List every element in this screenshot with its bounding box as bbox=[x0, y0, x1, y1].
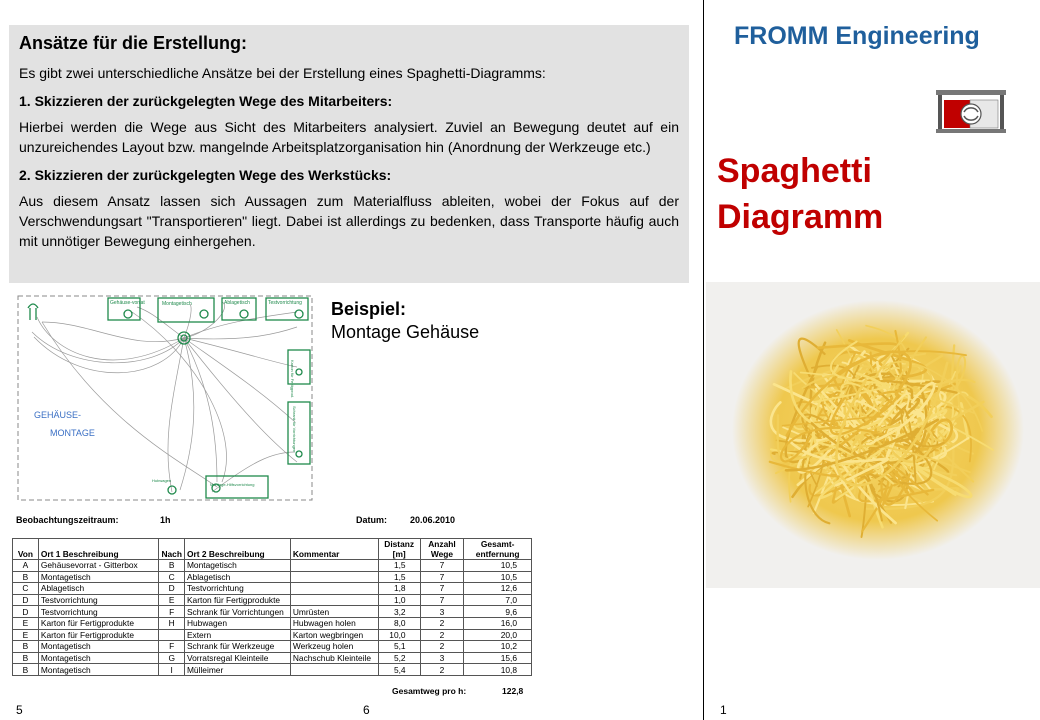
table-cell: Montagetisch bbox=[38, 664, 159, 676]
total-row bbox=[392, 686, 524, 696]
example-text: Montage Gehäuse bbox=[331, 322, 480, 342]
table-cell: Ablagetisch bbox=[38, 583, 159, 595]
table-cell: Schrank für Vorrichtungen bbox=[184, 606, 290, 618]
table-cell: 2 bbox=[420, 629, 464, 641]
table-header: Kommentar bbox=[290, 539, 378, 560]
table-cell: Karton für Fertigprodukte bbox=[184, 594, 290, 606]
spaghetti-sketch bbox=[12, 292, 316, 502]
table-cell: 5,2 bbox=[378, 652, 420, 664]
company-logo-icon bbox=[934, 88, 1008, 134]
table-cell: E bbox=[13, 617, 39, 629]
table-cell: G bbox=[159, 652, 184, 664]
table-cell: 12,6 bbox=[464, 583, 532, 595]
table-cell: 7 bbox=[420, 560, 464, 572]
total-label: Gesamtweg pro h: bbox=[392, 686, 467, 696]
table-cell: Montagetisch bbox=[184, 560, 290, 572]
table-cell: C bbox=[159, 571, 184, 583]
table-cell: Karton für Fertigprodukte bbox=[38, 617, 159, 629]
table-cell: 8,0 bbox=[378, 617, 420, 629]
table-cell: 15,6 bbox=[464, 652, 532, 664]
example-label: Beispiel: bbox=[331, 299, 407, 319]
info-intro: Es gibt zwei unterschiedliche Ansätze bei der Erstellung eines Spaghetti-Diagramms: bbox=[19, 65, 546, 81]
table-row bbox=[13, 641, 532, 653]
sketch-box-label: Montagetisch bbox=[162, 301, 192, 307]
sketch-box-label: Schrank für Vorrichtungen bbox=[292, 406, 297, 453]
table-cell: 1,0 bbox=[378, 594, 420, 606]
table-cell: D bbox=[13, 606, 39, 618]
table-header: Nach bbox=[159, 539, 184, 560]
table-cell: F bbox=[159, 641, 184, 653]
table-cell: C bbox=[13, 583, 39, 595]
table-cell: 10,2 bbox=[464, 641, 532, 653]
page-number-middle: 6 bbox=[363, 703, 370, 717]
table-header: Anzahl Wege bbox=[420, 539, 464, 560]
table-row bbox=[13, 583, 532, 595]
table-cell: Schrank für Werkzeuge bbox=[184, 641, 290, 653]
table-cell: B bbox=[13, 641, 39, 653]
table-cell: E bbox=[13, 629, 39, 641]
table-cell: Hubwagen bbox=[184, 617, 290, 629]
table-cell: Vorratsregal Kleinteile bbox=[184, 652, 290, 664]
page-number-right: 1 bbox=[720, 703, 727, 717]
table-cell: 16,0 bbox=[464, 617, 532, 629]
date-value: 20.06.2010 bbox=[410, 515, 456, 525]
table-cell bbox=[159, 629, 184, 641]
table-cell: 1,5 bbox=[378, 560, 420, 572]
table-cell: 10,5 bbox=[464, 571, 532, 583]
table-row bbox=[13, 594, 532, 606]
table-cell: 10,8 bbox=[464, 664, 532, 676]
point1-text: Hierbei werden die Wege aus Sicht des Mitarbeiters analysiert. Zuviel an Bewegung deutet auf ein unzureichendes Layout bzw. mangelnde Arbeitsplatzorganisation hin (Anordnung der Werkzeuge etc.) bbox=[19, 119, 679, 155]
period-label: Beobachtungszeitraum: bbox=[16, 515, 119, 525]
example-caption bbox=[331, 298, 479, 344]
info-box bbox=[9, 25, 689, 283]
table-cell bbox=[290, 594, 378, 606]
table-cell: Testvorrichtung bbox=[184, 583, 290, 595]
table-cell: 5,4 bbox=[378, 664, 420, 676]
table-cell: 3 bbox=[420, 652, 464, 664]
table-cell: 10,0 bbox=[378, 629, 420, 641]
table-header: Gesamt-entfernung bbox=[464, 539, 532, 560]
spaghetti-photo bbox=[706, 282, 1040, 588]
sketch-box-label: Testvorrichtung bbox=[268, 300, 302, 306]
table-cell bbox=[290, 664, 378, 676]
table-cell: Umrüsten bbox=[290, 606, 378, 618]
table-cell: 10,5 bbox=[464, 560, 532, 572]
point2-text: Aus diesem Ansatz lassen sich Aussagen zum Materialfluss ableiten, wobei der Fokus auf der Verschwendungsart "Transportieren" liegt. Dabei ist allerdings zu bedenken, dass Transporte häufig auch mit unnötiger Bewegung einhergehen. bbox=[19, 193, 679, 249]
point1-title: 1. Skizzieren der zurückgelegten Wege des Mitarbeiters: bbox=[19, 93, 393, 109]
sketch-box-label: Montage-Hilfsvorrichtung bbox=[210, 482, 255, 487]
table-cell: Nachschub Kleinteile bbox=[290, 652, 378, 664]
sketch-box-label: Ablagetisch bbox=[224, 300, 250, 306]
sketch-area-label: GEHÄUSE- bbox=[34, 410, 82, 420]
spaghetti-image bbox=[706, 282, 1040, 588]
brand-name: FROMM Engineering bbox=[734, 22, 980, 50]
table-cell: B bbox=[159, 560, 184, 572]
table-cell: 2 bbox=[420, 664, 464, 676]
table-header: Von bbox=[13, 539, 39, 560]
table-cell: Testvorrichtung bbox=[38, 594, 159, 606]
table-cell: B bbox=[13, 664, 39, 676]
table-header: Ort 2 Beschreibung bbox=[184, 539, 290, 560]
table-cell: H bbox=[159, 617, 184, 629]
date-label: Datum: bbox=[356, 515, 387, 525]
table-cell: Karton wegbringen bbox=[290, 629, 378, 641]
table-cell: 7,0 bbox=[464, 594, 532, 606]
info-heading: Ansätze für die Erstellung: bbox=[19, 33, 248, 53]
table-cell: F bbox=[159, 606, 184, 618]
table-cell: Testvorrichtung bbox=[38, 606, 159, 618]
table-cell: 2 bbox=[420, 641, 464, 653]
table-cell: B bbox=[13, 652, 39, 664]
page-number-left: 5 bbox=[16, 703, 23, 717]
table-cell: Gehäusevorrat - Gitterbox bbox=[38, 560, 159, 572]
table-cell: 3,2 bbox=[378, 606, 420, 618]
table-cell: Werkzeug holen bbox=[290, 641, 378, 653]
table-row bbox=[13, 560, 532, 572]
sketch-box-label: Gehäuse-vorrat bbox=[110, 300, 145, 306]
table-cell: 7 bbox=[420, 583, 464, 595]
table-cell: Montagetisch bbox=[38, 641, 159, 653]
table-cell: Karton für Fertigprodukte bbox=[38, 629, 159, 641]
table-cell: Ablagetisch bbox=[184, 571, 290, 583]
observation-table bbox=[12, 538, 532, 676]
table-cell: 1,8 bbox=[378, 583, 420, 595]
table-cell: A bbox=[13, 560, 39, 572]
column-divider bbox=[703, 0, 704, 720]
table-cell: 20,0 bbox=[464, 629, 532, 641]
table-cell: D bbox=[13, 594, 39, 606]
table-cell: 1,5 bbox=[378, 571, 420, 583]
table-row bbox=[13, 664, 532, 676]
title-line-2: Diagramm bbox=[717, 198, 884, 236]
table-row bbox=[13, 571, 532, 583]
table-cell bbox=[290, 560, 378, 572]
table-cell: Montagetisch bbox=[38, 571, 159, 583]
table-cell: B bbox=[13, 571, 39, 583]
table-cell: 5,1 bbox=[378, 641, 420, 653]
sketch-box-label: Hubwagen bbox=[152, 478, 172, 483]
table-cell: Extern bbox=[184, 629, 290, 641]
table-cell: 9,6 bbox=[464, 606, 532, 618]
table-row bbox=[13, 652, 532, 664]
table-cell bbox=[290, 571, 378, 583]
table-cell: I bbox=[159, 664, 184, 676]
table-cell: Hubwagen holen bbox=[290, 617, 378, 629]
title-line-1: Spaghetti bbox=[717, 152, 872, 190]
table-header: Ort 1 Beschreibung bbox=[38, 539, 159, 560]
period-value: 1h bbox=[160, 515, 171, 525]
table-cell bbox=[290, 583, 378, 595]
table-row bbox=[13, 617, 532, 629]
sketch-box-label: Karton für Fertigprod. bbox=[290, 360, 295, 399]
total-value: 122,8 bbox=[502, 686, 524, 696]
sketch-area-label: MONTAGE bbox=[50, 428, 95, 438]
table-cell: D bbox=[159, 583, 184, 595]
point2-title: 2. Skizzieren der zurückgelegten Wege des Werkstücks: bbox=[19, 167, 392, 183]
table-cell: 2 bbox=[420, 617, 464, 629]
table-row bbox=[13, 606, 532, 618]
table-header: Distanz [m] bbox=[378, 539, 420, 560]
table-cell: 7 bbox=[420, 571, 464, 583]
table-cell: 3 bbox=[420, 606, 464, 618]
slide-title bbox=[717, 148, 883, 240]
table-cell: E bbox=[159, 594, 184, 606]
table-cell: Montagetisch bbox=[38, 652, 159, 664]
table-cell: 7 bbox=[420, 594, 464, 606]
table-body bbox=[13, 560, 532, 676]
table-row bbox=[13, 629, 532, 641]
table-cell: Mülleimer bbox=[184, 664, 290, 676]
table-header-row bbox=[13, 539, 532, 560]
